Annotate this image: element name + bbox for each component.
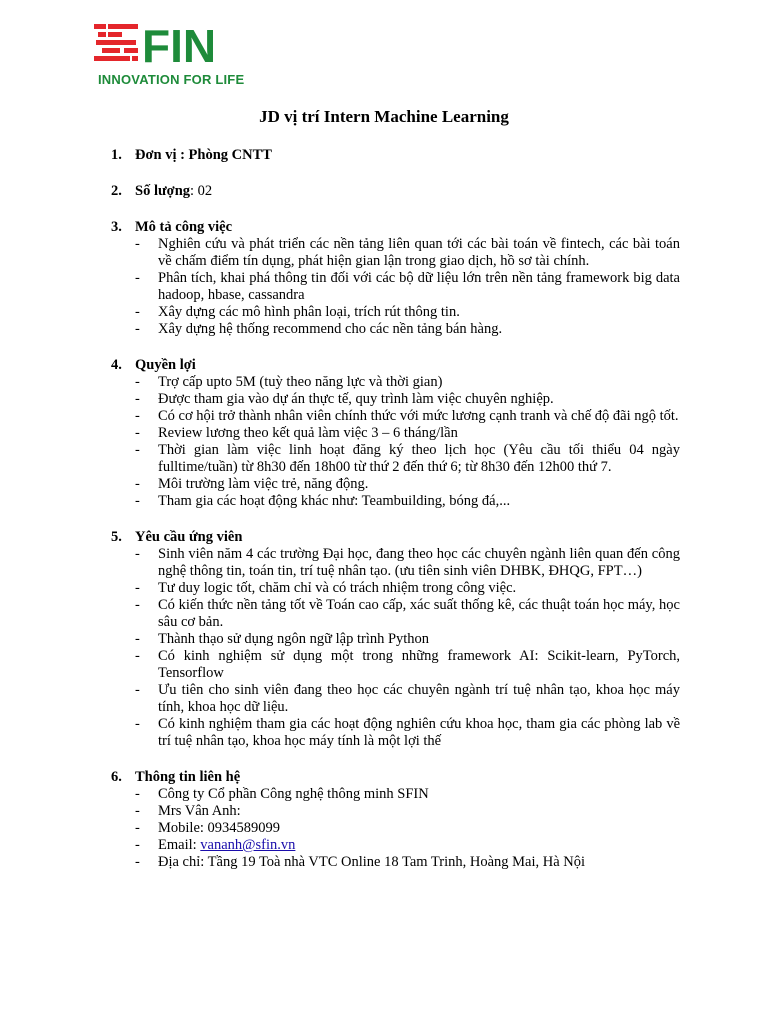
- section-contact: [0, 768, 768, 871]
- svg-text:FIN: FIN: [142, 22, 217, 72]
- requirements-list: [0, 546, 768, 750]
- list-item: - Có cơ hội trở thành nhân viên chính thức với mức lương cạnh tranh và chế độ đãi ngộ tốt.: [0, 408, 680, 425]
- list-item: - Có kinh nghiệm tham gia các hoạt động nghiên cứu khoa học, tham gia các phòng lab về trí tuệ nhân tạo, khoa học máy tính là một lợi thế: [0, 716, 680, 750]
- list-item: - Môi trường làm việc trẻ, năng động.: [0, 476, 680, 493]
- list-item: - Nghiên cứu và phát triển các nền tảng liên quan tới các bài toán về fintech, các bài toán về chấm điểm tín dụng, phát hiện gian lận trong giao dịch, hồ sơ tài chính.: [0, 236, 680, 270]
- section-benefits: [0, 356, 768, 510]
- list-item: - Ưu tiên cho sinh viên đang theo học các chuyên ngành trí tuệ nhân tạo, khoa học máy tính, khoa học dữ liệu.: [0, 682, 680, 716]
- list-item: - Xây dựng hệ thống recommend cho các nền tảng bán hàng.: [0, 321, 680, 338]
- section-requirements: [0, 528, 768, 750]
- sfin-logo-mark: [94, 22, 244, 72]
- contact-person: - Mrs Vân Anh:: [0, 803, 680, 820]
- section-heading: Đơn vị : Phòng CNTT: [135, 147, 272, 163]
- contact-mobile: - Mobile: 0934589099: [0, 820, 680, 837]
- email-label: Email:: [158, 837, 201, 853]
- contact-address: - Địa chỉ: Tầng 19 Toà nhà VTC Online 18 Tam Trinh, Hoàng Mai, Hà Nội: [0, 854, 680, 871]
- section-number: 5.: [111, 529, 122, 545]
- section-number: 3.: [111, 219, 122, 235]
- list-item: - Trợ cấp upto 5M (tuỳ theo năng lực và thời gian): [0, 374, 680, 391]
- list-item: - Tham gia các hoạt động khác như: Teambuilding, bóng đá,...: [0, 493, 680, 510]
- section-value: : 02: [190, 183, 213, 199]
- section-number: 4.: [111, 357, 122, 373]
- document-title: JD vị trí Intern Machine Learning: [259, 107, 509, 126]
- section-heading: Quyền lợi: [135, 357, 196, 373]
- contact-company: - Công ty Cổ phần Công nghệ thông minh SFIN: [0, 786, 680, 803]
- list-item: - Sinh viên năm 4 các trường Đại học, đang theo học các chuyên ngành liên quan đến công nghệ thông tin, toán tin, trí tuệ nhân tạo. (ưu tiên sinh viên DHBK, ĐHQG, FPT…): [0, 546, 680, 580]
- contact-email: [0, 837, 680, 854]
- section-department: [0, 146, 768, 164]
- section-number: 6.: [111, 769, 122, 785]
- section-job-description: [0, 218, 768, 338]
- section-heading: Thông tin liên hệ: [135, 769, 241, 785]
- section-number: 1.: [111, 147, 122, 163]
- section-quantity: [0, 182, 768, 200]
- document-body: [0, 146, 768, 871]
- section-heading: Yêu cầu ứng viên: [135, 529, 243, 545]
- section-heading: Mô tả công việc: [135, 219, 233, 235]
- email-link[interactable]: vananh@sfin.vn: [200, 837, 296, 853]
- list-item: - Xây dựng các mô hình phân loại, trích rút thông tin.: [0, 304, 680, 321]
- list-item: - Thời gian làm việc linh hoạt đăng ký theo lịch học (Yêu cầu tối thiểu 04 ngày fulltime/tuần) từ 8h30 đến 18h00 từ thứ 2 đến thứ 6; từ 8h30 đến 12h00 thứ 7.: [0, 442, 680, 476]
- section-heading: Số lượng: [135, 183, 191, 199]
- list-item: - Thành thạo sử dụng ngôn ngữ lập trình Python: [0, 631, 680, 648]
- job-description-list: [0, 236, 768, 338]
- list-item: - Tư duy logic tốt, chăm chỉ và có trách nhiệm trong công việc.: [0, 580, 680, 597]
- list-item: - Có kiến thức nền tảng tốt về Toán cao cấp, xác suất thống kê, các thuật toán học máy, học sâu cơ bản.: [0, 597, 680, 631]
- list-item: - Có kinh nghiệm sử dụng một trong những framework AI: Scikit-learn, PyTorch, Tensorflow: [0, 648, 680, 682]
- benefits-list: [0, 374, 768, 510]
- logo-tagline: INNOVATION FOR LIFE: [98, 72, 245, 87]
- list-item: - Phân tích, khai phá thông tin đối với các bộ dữ liệu lớn trên nền tảng framework big data hadoop, hbase, cassandra: [0, 270, 680, 304]
- list-item: - Được tham gia vào dự án thực tế, quy trình làm việc chuyên nghiệp.: [0, 391, 680, 408]
- list-item: - Review lương theo kết quả làm việc 3 – 6 tháng/lần: [0, 425, 680, 442]
- contact-list: [0, 786, 768, 871]
- section-number: 2.: [111, 183, 122, 199]
